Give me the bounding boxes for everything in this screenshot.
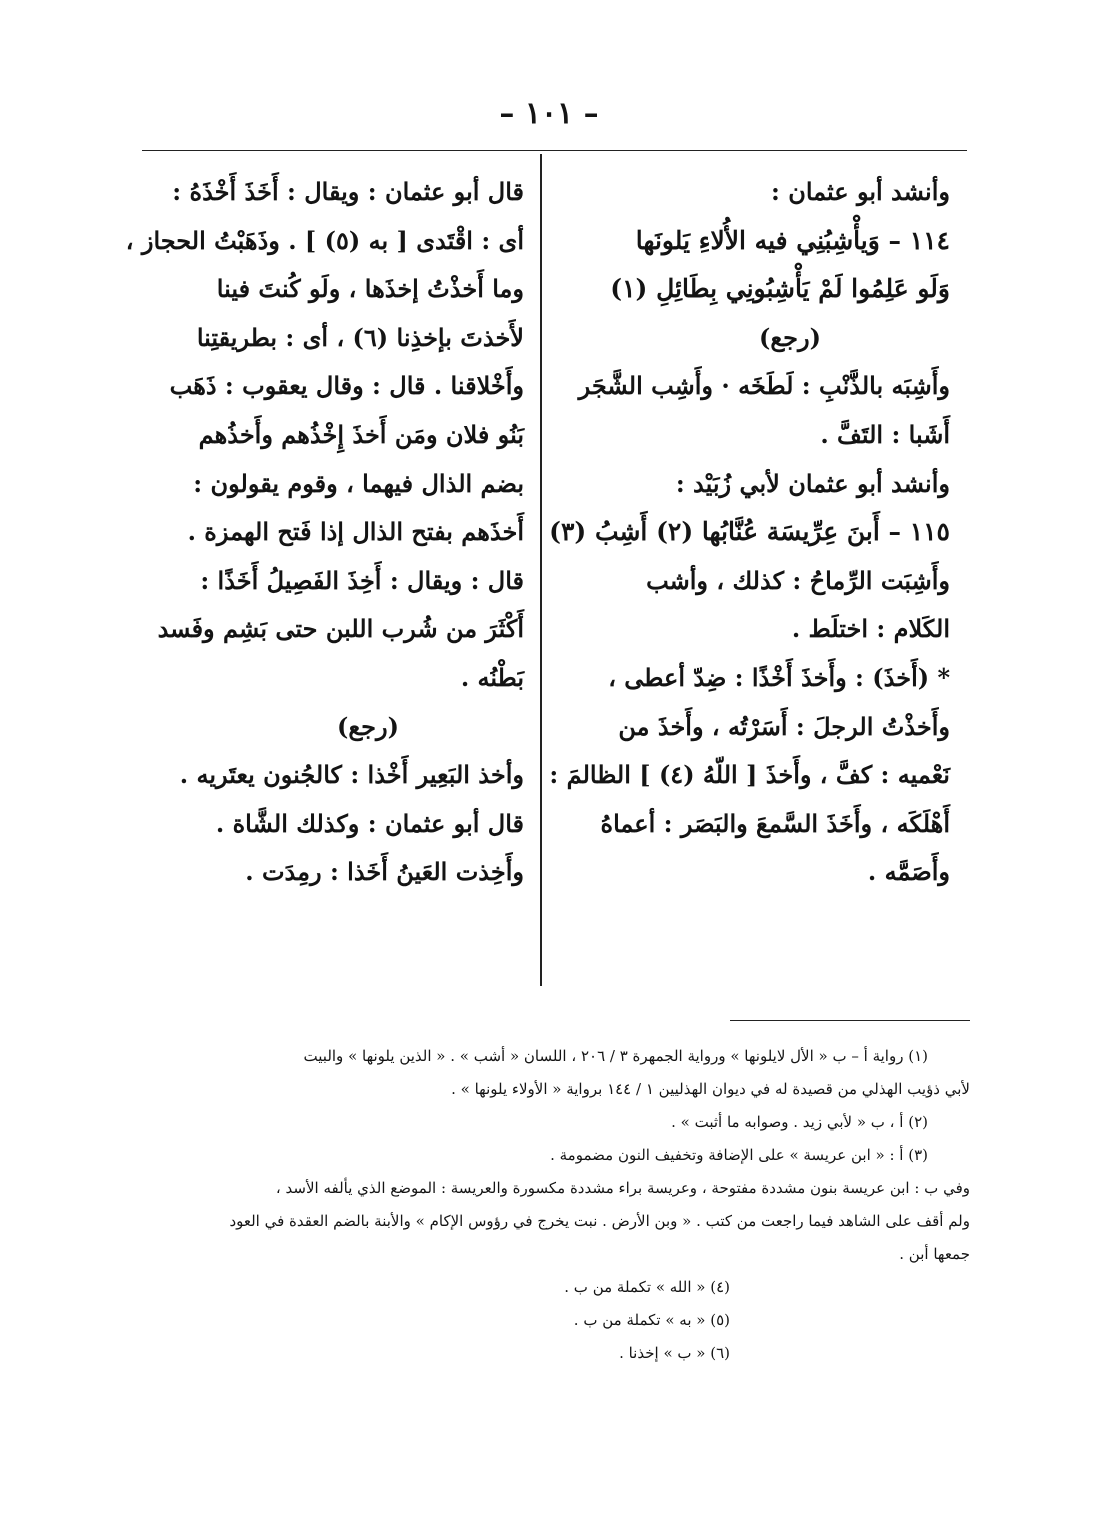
text-line: وأَشِبَت الرِّماحُ : كذلك ، وأشب [646, 565, 950, 595]
header-rule [142, 150, 967, 151]
text-line: بضم الذال فيهما ، وقوم يقولون : [193, 468, 524, 498]
footnote-continuation: جمعها أبن . [899, 1245, 970, 1263]
text-line: الكَلام : اختلَط . [791, 614, 950, 644]
footnote-continuation: وفي ب : ابن عريسة بنون مشددة مفتوحة ، وعريسة براء مشددة مكسورة والعريسة : الموضع الذي يألفه الأسد ، [275, 1179, 970, 1197]
text-line: وأخذ البَعِير أَخْذا : كالجُنون يعتَريه . [179, 760, 524, 790]
footnote: (٣) أ : « ابن عريسة » على الإضافة وتخفيف النون مضمومة . [550, 1146, 928, 1164]
text-line: وأَصَمَّه . [867, 857, 950, 887]
text-line: قال أبو عثمان : وكذلك الشَّاة . [215, 808, 524, 838]
column-divider [540, 154, 542, 986]
text-line: وأَشِبَه بالذَّنْبِ : لَطَخَه · وأَشِب الشَّجَر [578, 371, 950, 401]
footnote-rule [730, 1020, 970, 1021]
footnote: (١) رواية أ – ب « الأل لايلونها » ورواية الجمهرة ٣ / ٢٠٦ ، اللسان « أشب » . « الذين يلونها » والبيت [303, 1047, 928, 1065]
text-line: نَعْميه : كفَّ ، وأَخذَ [ اللّهُ (٤) ] الظالمَ : [549, 760, 950, 790]
left-column [125, 168, 524, 897]
footnote-continuation: ولم أقف على الشاهد فيما راجعت من كتب . « وبن الأرض . نبت يخرج في رؤوس الإكام » والأبنة بالضم العقدة في العود [229, 1212, 970, 1230]
footnote: (٢) أ ، ب « لأبي زيد . وصوابه ما أثبت » . [671, 1113, 928, 1131]
footnote: (٥) « به » تكملة من ب . [573, 1311, 730, 1329]
text-line: بَنُو فلان ومَن أَخذَ إِخْذُهم وأَخذُهم [198, 419, 524, 449]
return-marker: (رجع) [337, 711, 399, 741]
footnote-continuation: لأبي ذؤيب الهذلي من قصيدة له في ديوان الهذليين ١ / ١٤٤ برواية « الأولاء يلونها » . [451, 1080, 970, 1098]
entry-heading-line: * (أَخذَ) : وأَخذَ أَخْذًا : ضِدّ أعطى ، [608, 662, 950, 692]
text-line: أى : اقْتَدى [ به (٥) ] . وذَهَبْتُ الحجاز ، [125, 225, 524, 255]
text-line: أَخذَهم بفتح الذال إذا فَتح الهمزة . [187, 517, 524, 547]
text-line: أَكْثَرَ من شُرب اللبن حتى بَشِم وفَسد [157, 614, 524, 644]
text-line: وأَخِذت العَينُ أَخَذا : رمِدَت . [245, 857, 524, 887]
right-column [549, 168, 950, 897]
text-line: لأَخذتَ بإخذِنا (٦) ، أى : بطريقتِنا [196, 322, 524, 352]
verse-line: ١١٥ – أَبنَ عِرِّيسَة عُنَّابُها (٢) أَشِبُ (٣) [549, 517, 950, 547]
text-line: أَشَبا : التَفَّ . [820, 419, 950, 449]
text-line: وأَخْلاقنا . قال : وقال يعقوب : ذَهَب [169, 371, 524, 401]
text-line: بَطْنُه . [460, 662, 524, 692]
verse-line: وَلَو عَلِمُوا لَمْ يَأْشِبُونِي بِطَائِلِ (١) [610, 274, 950, 304]
footnote: (٦) « ب » إخذنا . [619, 1344, 730, 1362]
footnotes [138, 1040, 970, 1370]
text-line: قال أبو عثمان : ويقال : أَخَذَ أَخْذَهُ : [172, 177, 524, 206]
page-number: – ١٠١ – [499, 96, 599, 131]
text-line: وأنشد أبو عثمان لأبي زُبَيْد : [675, 468, 950, 498]
verse-line: ١١٤ – وَيأْشِبُنِي فيه الأُلاءِ يَلونَها [635, 225, 950, 255]
text-line: وما أَخذْتُ إخذَها ، ولَو كُنتَ فينا [216, 274, 524, 304]
footnote: (٤) « الله » تكملة من ب . [564, 1278, 730, 1296]
text-line: أَهْلَكَه ، وأَخَذَ السَّمعَ والبَصَر : أعماهُ [600, 808, 950, 838]
text-line: وأنشد أبو عثمان : [771, 177, 950, 206]
text-line: قال : ويقال : أَخِذَ الفَصِيلُ أَخَذًا : [200, 565, 524, 595]
text-line: وأَخذْتُ الرجلَ : أَسَرْتُه ، وأَخذَ من [618, 711, 950, 741]
return-marker: (رجع) [759, 322, 821, 352]
